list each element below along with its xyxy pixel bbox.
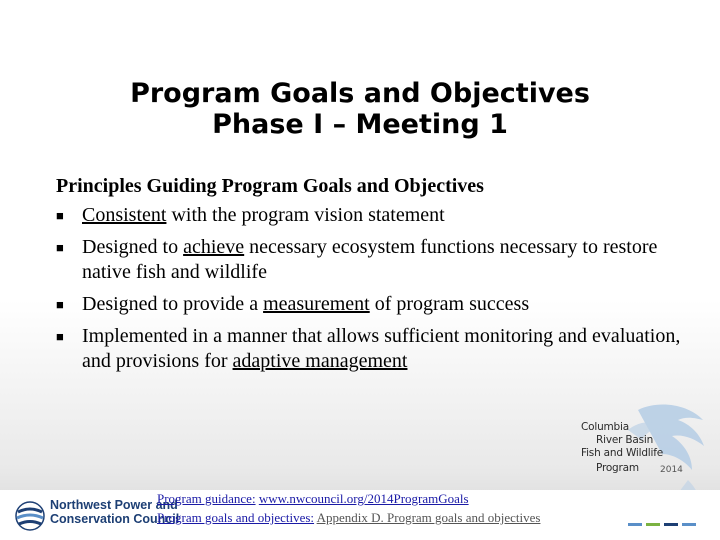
bullet-post: with the program vision statement (166, 204, 445, 226)
bullet-post: necessary ecosystem functions necessary to restore native fish and wildlife (82, 236, 658, 283)
bullet-pre: Designed to (82, 236, 184, 258)
goals-appendix-link[interactable]: Appendix D. Program goals and objectives (316, 510, 541, 525)
bullet-pre: Implemented in a manner that allows sufficient monitoring and evaluation, and provisions for (82, 325, 681, 372)
goals-label[interactable]: Program goals and objectives: (157, 510, 315, 525)
bullet-key-term: measurement (263, 293, 370, 315)
list-item (56, 235, 696, 285)
bullet-list (56, 203, 696, 374)
goals-row (157, 508, 540, 527)
guidance-row (157, 489, 540, 508)
bullet-icon: ■ (56, 240, 64, 255)
list-item (56, 324, 696, 374)
cbfw-line-1: Columbia (581, 421, 629, 433)
bullet-icon: ■ (56, 297, 64, 312)
bullet-pre: Designed to provide a (82, 293, 264, 315)
cbfw-line-3: Fish and Wildlife (581, 447, 663, 459)
footer-links (157, 489, 540, 527)
guidance-label[interactable]: Program guidance: (157, 491, 256, 506)
bullet-icon: ■ (56, 208, 64, 223)
npcc-line-2: Conservation Council (50, 512, 180, 526)
bullet-post: of program success (369, 293, 530, 315)
section-heading: Principles Guiding Program Goals and Objectives (56, 175, 484, 197)
cbfw-line-4: Program (596, 462, 639, 474)
npcc-line-1: Northwest Power and (50, 498, 178, 512)
color-dashes (628, 522, 708, 528)
page-title (0, 78, 720, 140)
list-item (56, 292, 696, 317)
bullet-key-term: Consistent (82, 204, 167, 226)
cbfw-line-2: River Basin (596, 434, 654, 446)
bullet-icon: ■ (56, 329, 64, 344)
guidance-url-link[interactable]: www.nwcouncil.org/2014ProgramGoals (258, 491, 469, 506)
bullet-key-term: achieve (183, 236, 245, 258)
title-line-1: Program Goals and Objectives (130, 78, 590, 109)
title-line-2: Phase I – Meeting 1 (212, 109, 508, 140)
slide-content (56, 174, 696, 381)
bullet-key-term: adaptive management (232, 350, 408, 372)
list-item (56, 203, 696, 228)
cbfw-year: 2014 (660, 465, 683, 475)
